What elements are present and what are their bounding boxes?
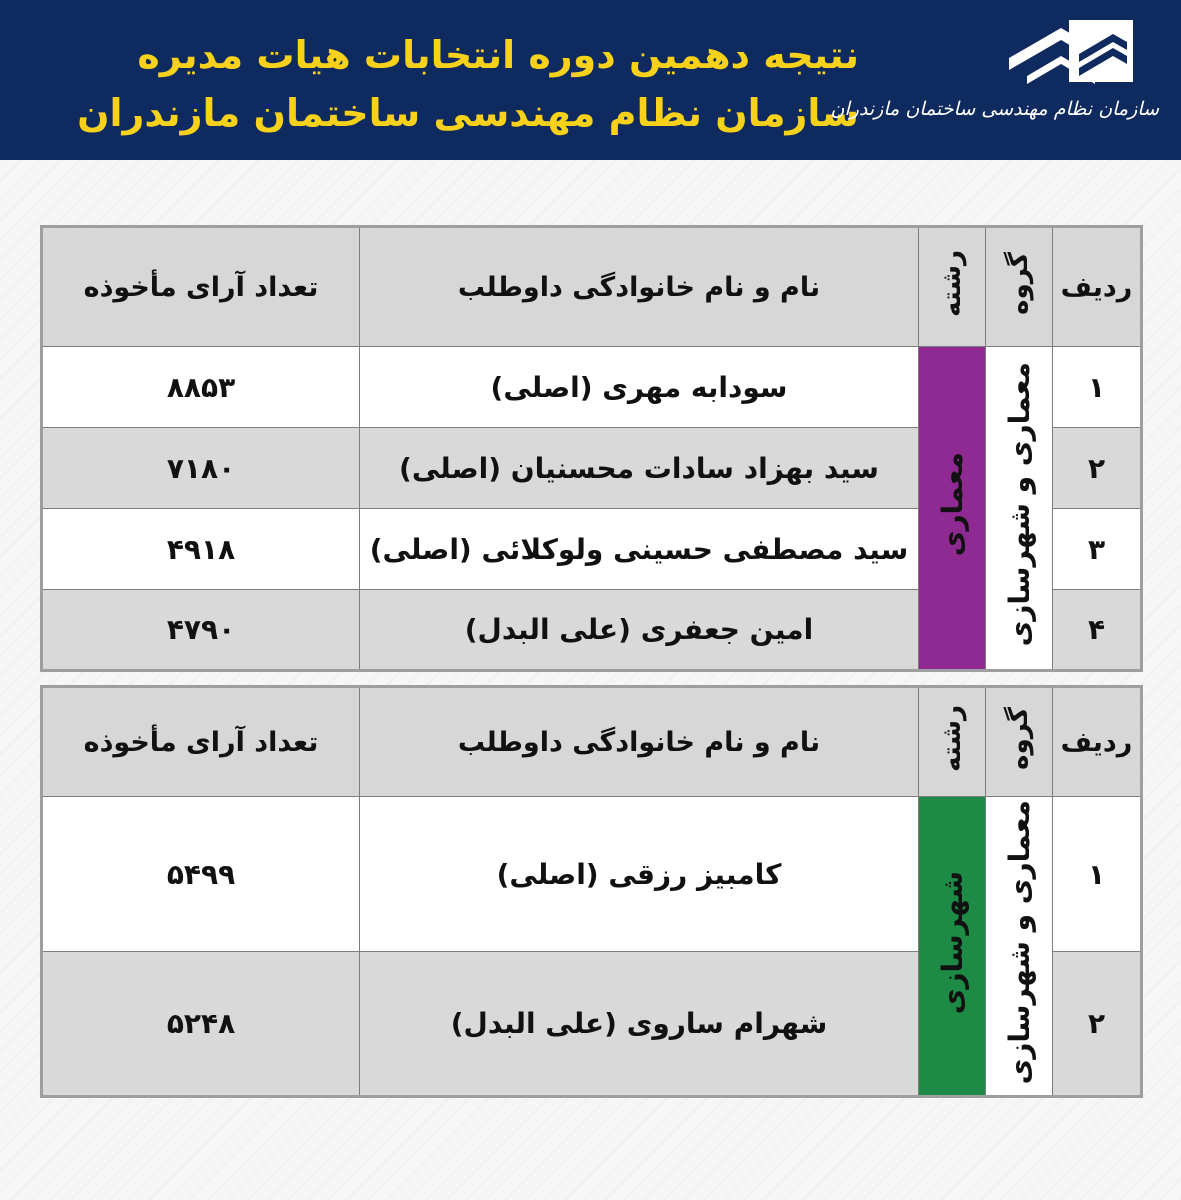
row-number: ۱ (1053, 347, 1142, 428)
candidate-name: سید بهزاد سادات محسنیان (اصلی) (360, 428, 919, 509)
column-header-row-number: ردیف (1053, 687, 1142, 797)
candidate-name: کامبیز رزقی (اصلی) (360, 797, 919, 952)
table-row (42, 347, 1142, 428)
group-cell (986, 347, 1053, 671)
row-number: ۲ (1053, 428, 1142, 509)
column-header-candidate-name: نام و نام خانوادگی داوطلب (360, 687, 919, 797)
title-line-1: نتیجه دهمین دوره انتخابات هیات مدیره (137, 33, 859, 77)
organization-logo (830, 14, 1159, 144)
vote-count: ۴۷۹۰ (42, 590, 360, 671)
column-header-group (986, 227, 1053, 347)
column-header-votes: تعداد آرای مأخوذه (42, 227, 360, 347)
column-header-candidate-name: نام و نام خانوادگی داوطلب (360, 227, 919, 347)
field-cell-architecture (919, 347, 986, 671)
column-header-votes: تعداد آرای مأخوذه (42, 687, 360, 797)
candidate-name: سودابه مهری (اصلی) (360, 347, 919, 428)
table-header-row (42, 687, 1142, 797)
column-header-field-label: رشته (937, 705, 967, 772)
row-number: ۱ (1053, 797, 1142, 952)
roof-logo-icon (1009, 14, 1139, 94)
table-row (42, 797, 1142, 952)
field-label: شهرسازی (935, 870, 969, 1015)
column-header-group-label: گروه (1004, 252, 1034, 315)
column-header-group (986, 687, 1053, 797)
page-title (77, 26, 859, 142)
vote-count: ۷۱۸۰ (42, 428, 360, 509)
row-number: ۳ (1053, 509, 1142, 590)
candidate-name: امین جعفری (علی البدل) (360, 590, 919, 671)
header-banner (0, 0, 1181, 160)
group-cell (986, 797, 1053, 1097)
results-table-architecture (40, 225, 1143, 672)
vote-count: ۴۹۱۸ (42, 509, 360, 590)
vote-count: ۸۸۵۳ (42, 347, 360, 428)
row-number: ۴ (1053, 590, 1142, 671)
column-header-field-label: رشته (937, 250, 967, 317)
column-header-row-number: ردیف (1053, 227, 1142, 347)
title-line-2: سازمان نظام مهندسی ساختمان مازندران (77, 91, 859, 135)
field-label: معماری (935, 452, 969, 557)
column-header-field (919, 227, 986, 347)
logo-caption: سازمان نظام مهندسی ساختمان مازندران (830, 98, 1159, 120)
column-header-group-label: گروه (1004, 707, 1034, 770)
row-number: ۲ (1053, 952, 1142, 1097)
vote-count: ۵۴۹۹ (42, 797, 360, 952)
vote-count: ۵۲۴۸ (42, 952, 360, 1097)
group-label: معماری و شهرسازی (1002, 800, 1036, 1085)
group-label: معماری و شهرسازی (1002, 362, 1036, 647)
field-cell-urbanism (919, 797, 986, 1097)
results-table-urbanism (40, 685, 1143, 1098)
candidate-name: سید مصطفی حسینی ولوکلائی (اصلی) (360, 509, 919, 590)
table-header-row (42, 227, 1142, 347)
column-header-field (919, 687, 986, 797)
candidate-name: شهرام ساروی (علی البدل) (360, 952, 919, 1097)
